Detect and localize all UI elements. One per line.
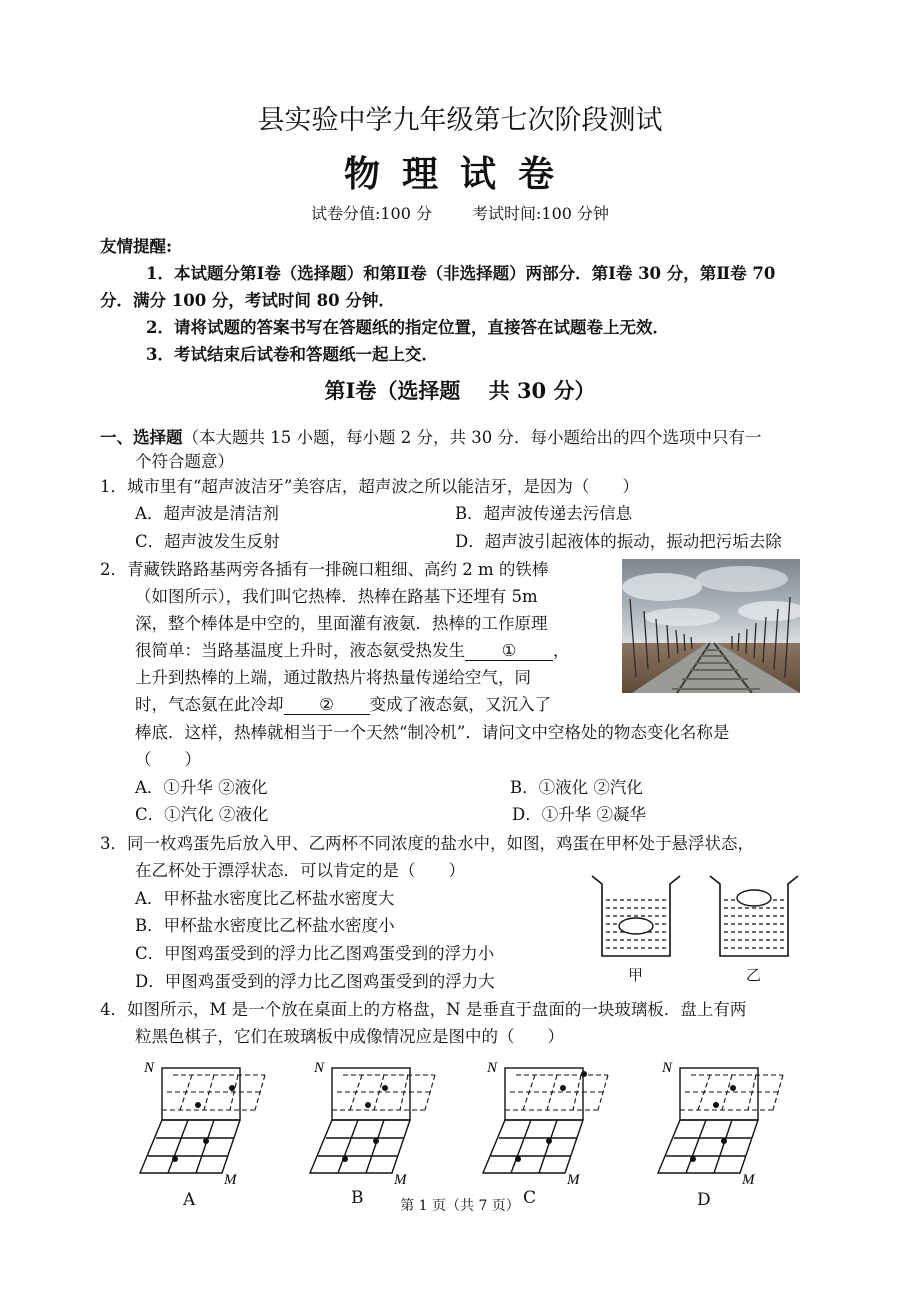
mirror-figure-3	[658, 1060, 783, 1188]
q2-blank-1: ①	[465, 641, 553, 661]
label-M: M	[224, 1172, 237, 1188]
q2-blank-2: ②	[284, 695, 370, 715]
reminder-heading: 友情提醒:	[100, 237, 173, 256]
q2-option-a: A．①升华 ②液化	[135, 778, 268, 797]
q2-line-6-end: 变成了液态氨，又沉入了	[369, 695, 551, 714]
label-N: N	[314, 1060, 325, 1076]
section-title: 第Ⅰ卷（选择题 共 30 分）	[324, 378, 596, 403]
q2-line-3: 深，整个棒体是中空的，里面灌有液氨．热棒的工作原理	[135, 614, 548, 633]
q2-line-4-end: ，	[553, 641, 570, 660]
egg-floating	[737, 890, 771, 906]
chess-piece	[721, 1138, 727, 1144]
q1-option-c: C．超声波发生反射	[135, 532, 280, 551]
exam-meta	[0, 201, 920, 224]
option-label-a: A	[183, 1190, 196, 1210]
label-M: M	[742, 1172, 755, 1188]
q3-line-1: 3．同一枚鸡蛋先后放入甲、乙两杯不同浓度的盐水中，如图，鸡蛋在甲杯处于悬浮状态，	[100, 834, 754, 853]
reminder-item-3: 3．考试结束后试卷和答题纸一起上交．	[146, 345, 438, 364]
q2-line-2: （如图所示），我们叫它热棒．热棒在路基下还埋有 5m	[135, 587, 538, 606]
beaker-label-yi: 乙	[746, 966, 762, 984]
chess-piece	[203, 1138, 209, 1144]
q1-option-d: D．超声波引起液体的振动，振动把污垢去除	[455, 532, 782, 551]
chess-image	[713, 1102, 719, 1108]
q2-line-4	[135, 637, 570, 661]
q3-line-2: 在乙杯处于漂浮状态．可以肯定的是（ ）	[135, 861, 465, 880]
part-label: 一、选择题	[100, 428, 183, 447]
label-M: M	[567, 1172, 580, 1188]
chess-piece	[515, 1156, 521, 1162]
egg-suspended	[619, 918, 653, 934]
part-desc-cont: 个符合题意）	[135, 452, 234, 471]
subject-title: 物理试卷	[343, 153, 576, 195]
q1-option-a: A．超声波是清洁剂	[135, 504, 279, 523]
q3-option-a: A．甲杯盐水密度比乙杯盐水密度大	[135, 889, 395, 908]
q1-stem: 1．城市里有“超声波洁牙”美容店，超声波之所以能洁牙，是因为（ ）	[100, 477, 639, 496]
q2-line-4-text: 很简单：当路基温度上升时，液态氨受热发生	[135, 641, 465, 660]
q3-option-c: C．甲图鸡蛋受到的浮力比乙图鸡蛋受到的浮力小	[135, 944, 495, 963]
q1-option-b: B．超声波传递去污信息	[455, 504, 633, 523]
glass-plate	[162, 1068, 240, 1120]
q3-option-d: D．甲图鸡蛋受到的浮力比乙图鸡蛋受到的浮力大	[135, 972, 495, 991]
exam-title: 县实验中学九年级第七次阶段测试	[257, 105, 663, 136]
reminder-item-2: 2．请将试题的答案书写在答题纸的指定位置，直接答在试题卷上无效．	[146, 318, 669, 337]
chess-piece	[373, 1138, 379, 1144]
reminder-item-1-cont: 分．满分 100 分，考试时间 80 分钟．	[100, 291, 395, 310]
page-footer: 第 1 页（共 7 页）	[400, 1198, 520, 1214]
railway-heat-rod-photo	[622, 559, 800, 693]
label-N: N	[144, 1060, 155, 1076]
score-info: 试卷分值:100 分	[310, 204, 432, 223]
glass-plate	[680, 1068, 758, 1120]
chess-image	[560, 1085, 566, 1091]
q2-line-7: 棒底．这样，热棒就相当于一个天然“制冷机”．请问文中空格处的物态变化名称是	[135, 723, 730, 742]
option-label-b: B	[351, 1188, 364, 1208]
chess-image	[195, 1102, 201, 1108]
label-M: M	[394, 1172, 407, 1188]
chess-piece	[690, 1156, 696, 1162]
chess-image	[382, 1085, 388, 1091]
q2-line-6	[135, 691, 551, 715]
mirror-figure-1	[310, 1060, 435, 1188]
q4-line-2: 粒黑色棋子，它们在玻璃板中成像情况应是图中的（ ）	[135, 1027, 564, 1046]
chess-image	[730, 1085, 736, 1091]
q2-line-8: （ ）	[135, 750, 201, 769]
label-N: N	[662, 1060, 673, 1076]
glass-plate	[505, 1068, 583, 1120]
part-desc: （本大题共 15 小题，每小题 2 分，共 30 分．每小题给出的四个选项中只有一	[182, 428, 762, 447]
chess-image	[581, 1071, 587, 1077]
q2-option-d: D．①升华 ②凝华	[512, 805, 646, 824]
q4-line-1: 4．如图所示，M 是一个放在桌面上的方格盘，N 是垂直于盘面的一块玻璃板．盘上有两	[100, 1000, 747, 1019]
chess-image	[365, 1102, 371, 1108]
q2-line-6-text: 时，气态氨在此冷却	[135, 695, 284, 714]
mirror-figure-2	[483, 1060, 608, 1188]
beakers-diagram	[588, 870, 800, 962]
option-label-c: C	[523, 1188, 537, 1208]
chess-piece	[172, 1156, 178, 1162]
beaker-label-jia: 甲	[628, 966, 644, 984]
chess-piece	[546, 1138, 552, 1144]
chess-image	[229, 1085, 235, 1091]
part-heading	[100, 424, 761, 448]
q2-line-5: 上升到热棒的上端，通过散热片将热量传递给空气，同	[135, 668, 531, 687]
chess-piece	[342, 1156, 348, 1162]
option-label-d: D	[697, 1190, 711, 1210]
glass-plate	[332, 1068, 410, 1120]
mirror-figures	[120, 1055, 820, 1195]
q2-line-1: 2．青藏铁路路基两旁各插有一排碗口粗细、高约 2 m 的铁棒	[100, 560, 549, 579]
q2-option-b: B．①液化 ②汽化	[510, 778, 643, 797]
q2-option-c: C．①汽化 ②液化	[135, 805, 269, 824]
time-info: 考试时间:100 分钟	[472, 204, 610, 223]
q3-option-b: B．甲杯盐水密度比乙杯盐水密度小	[135, 916, 395, 935]
reminder-item-1: 1．本试题分第Ⅰ卷（选择题）和第Ⅱ卷（非选择题）两部分．第Ⅰ卷 30 分，第Ⅱ卷 70	[146, 264, 776, 283]
label-N: N	[487, 1060, 498, 1076]
mirror-figure-0	[140, 1060, 265, 1188]
